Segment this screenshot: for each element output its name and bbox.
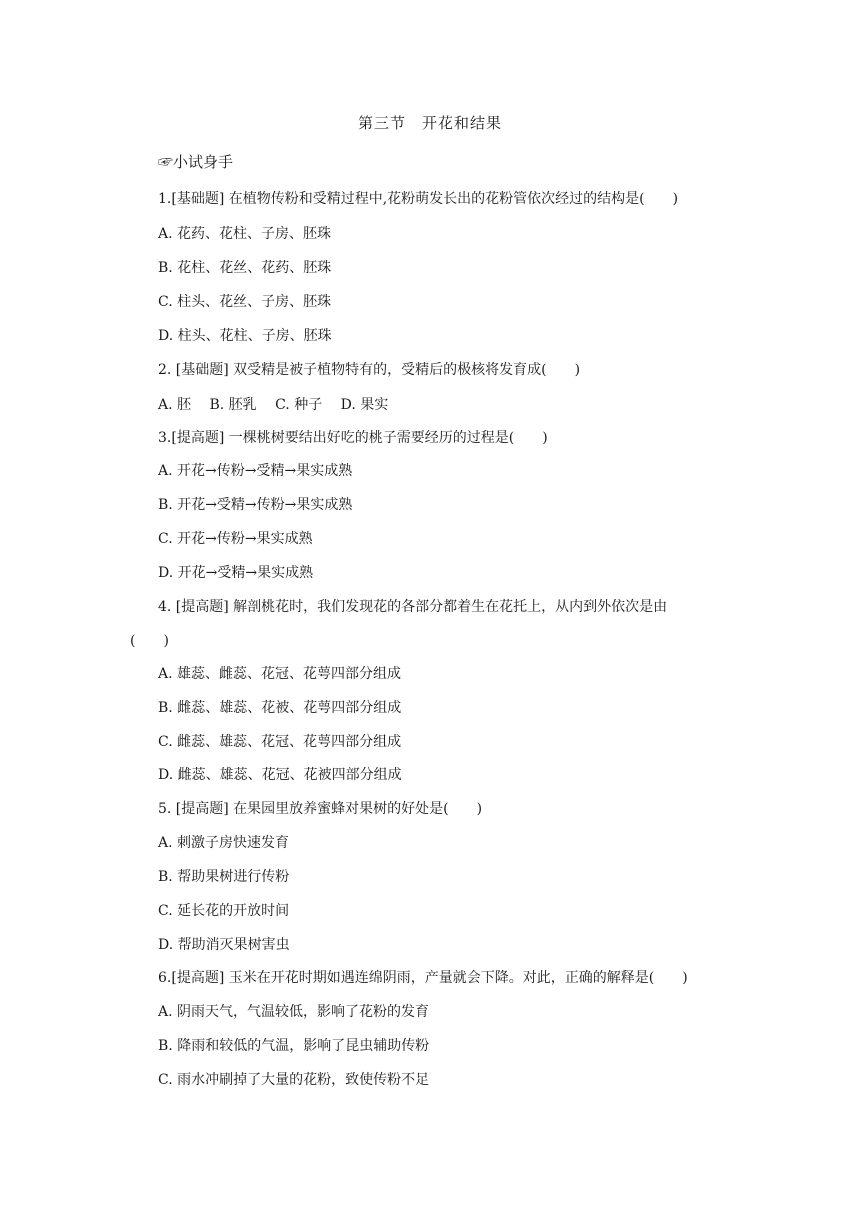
question-1: 1.[基础题] 在植物传粉和受精过程中,花粉萌发长出的花粉管依次经过的结构是( ) — [158, 191, 679, 207]
option-4c: C. 雌蕊、雄蕊、花冠、花萼四部分组成 — [158, 734, 402, 750]
question-2: 2. [基础题] 双受精是被子植物特有的，受精后的极核将发育成( ) — [158, 362, 581, 378]
option-6b: B. 降雨和较低的气温，影响了昆虫辅助传粉 — [158, 1038, 430, 1054]
option-3c: C. 开花→传粉→果实成熟 — [158, 531, 313, 547]
question-5: 5. [提高题] 在果园里放养蜜蜂对果树的好处是( ) — [158, 801, 483, 817]
section-heading: ☞小试身手 — [158, 153, 234, 171]
option-3d: D. 开花→受精→果实成熟 — [158, 565, 314, 581]
option-4a: A. 雄蕊、雌蕊、花冠、花萼四部分组成 — [158, 666, 402, 682]
option-1b: B. 花柱、花丝、花药、胚珠 — [158, 260, 332, 276]
page-title: 第三节 开花和结果 — [357, 114, 502, 132]
question-3: 3.[提高题] 一棵桃树要结出好吃的桃子需要经历的过程是( ) — [158, 430, 548, 446]
question-6: 6.[提高题] 玉米在开花时期如遇连绵阴雨，产量就会下降。对此，正确的解释是( ) — [158, 970, 688, 986]
option-5a: A. 刺激子房快速发育 — [158, 835, 290, 851]
question-4-continuation: ( ) — [130, 633, 169, 649]
option-3a: A. 开花→传粉→受精→果实成熟 — [158, 463, 353, 479]
option-4d: D. 雌蕊、雄蕊、花冠、花被四部分组成 — [158, 767, 402, 783]
option-1a: A. 花药、花柱、子房、胚珠 — [158, 226, 332, 242]
option-5b: B. 帮助果树进行传粉 — [158, 869, 290, 885]
option-4b: B. 雌蕊、雄蕊、花被、花萼四部分组成 — [158, 700, 402, 716]
option-1c: C. 柱头、花丝、子房、胚珠 — [158, 294, 332, 310]
option-3b: B. 开花→受精→传粉→果实成熟 — [158, 497, 353, 513]
option-5c: C. 延长花的开放时间 — [158, 903, 290, 919]
option-6c: C. 雨水冲刷掉了大量的花粉，致使传粉不足 — [158, 1072, 430, 1088]
option-5d: D. 帮助消灭果树害虫 — [158, 937, 290, 953]
options-2: A. 胚 B. 胚乳 C. 种子 D. 果实 — [158, 397, 389, 413]
option-1d: D. 柱头、花柱、子房、胚珠 — [158, 328, 332, 344]
question-4: 4. [提高题] 解剖桃花时，我们发现花的各部分都着生在花托上，从内到外依次是由 — [158, 599, 668, 615]
option-6a: A. 阴雨天气，气温较低，影响了花粉的发育 — [158, 1004, 430, 1020]
